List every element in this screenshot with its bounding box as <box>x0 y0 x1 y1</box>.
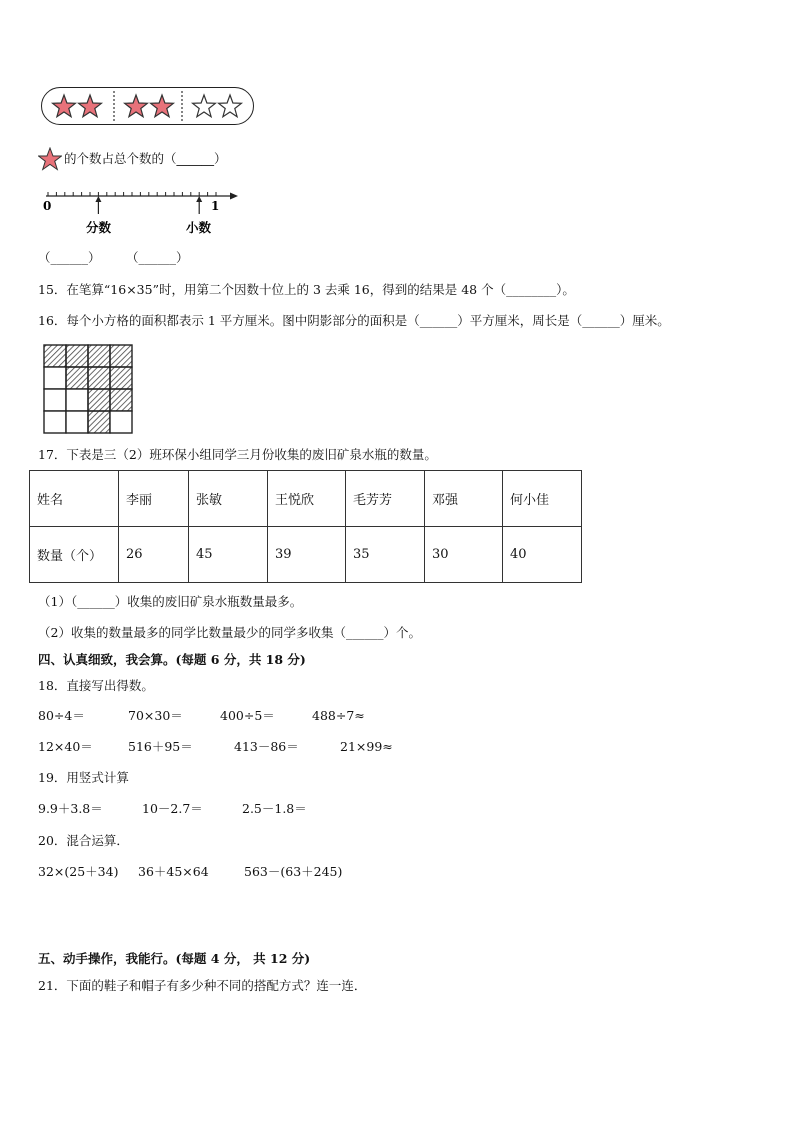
q20-item: 36＋45×64 <box>138 864 209 879</box>
table-cell: 40 <box>503 527 582 583</box>
shaded-grid <box>42 343 134 435</box>
table-cell: 35 <box>346 527 425 583</box>
q20-item: 32×(25＋34) <box>38 864 119 879</box>
q16-text: 16．每个小方格的面积都表示 1 平方厘米。图中阴影部分的面积是（______）平方厘米，周长是（______）厘米。 <box>38 313 670 328</box>
filled-star-icon <box>53 95 76 117</box>
q18-item: 516＋95＝ <box>128 739 193 754</box>
shaded-cell <box>88 345 110 367</box>
table-header-cell: 邓强 <box>425 471 503 527</box>
shaded-cell <box>110 367 132 389</box>
table-header-cell: 毛芳芳 <box>346 471 425 527</box>
q20-item: 563－(63＋245) <box>244 864 343 879</box>
q14-blank-right: （______） <box>126 250 189 265</box>
star-group-box <box>41 87 254 125</box>
pointer-arrow-head <box>196 196 202 202</box>
pointer-arrow-head <box>95 196 101 202</box>
table-header-cell: 姓名 <box>30 471 119 527</box>
shaded-cell <box>88 367 110 389</box>
q18-title: 18．直接写出得数。 <box>38 678 154 693</box>
q19-title: 19．用竖式计算 <box>38 770 129 785</box>
filled-star-icon <box>151 95 174 117</box>
table-row <box>30 527 582 583</box>
blank-cell <box>66 389 88 411</box>
table-header-cell: 张敏 <box>189 471 268 527</box>
star-figure <box>42 88 255 126</box>
table-header-cell: 何小佳 <box>503 471 582 527</box>
number-line <box>38 186 248 246</box>
arrow-label-decimal: 小数 <box>186 220 212 235</box>
q18-item: 413－86＝ <box>234 739 299 754</box>
section-4-heading: 四、认真细致，我会算。(每题 6 分，共 18 分) <box>38 652 306 667</box>
blank-cell <box>110 411 132 433</box>
table-cell: 30 <box>425 527 503 583</box>
number-line-one: 1 <box>211 199 220 213</box>
star-icon <box>38 147 62 171</box>
q18-item: 70×30＝ <box>128 708 183 723</box>
empty-star-icon <box>219 95 242 117</box>
q17-sub2: （2）收集的数量最多的同学比数量最少的同学多收集（______）个。 <box>38 625 421 640</box>
q18-item: 80÷4＝ <box>38 708 85 723</box>
section-5-heading: 五、动手操作，我能行。(每题 4 分， 共 12 分) <box>38 951 311 966</box>
blank-cell <box>44 367 66 389</box>
q19-item: 2.5－1.8＝ <box>242 801 307 816</box>
q20-title: 20．混合运算． <box>38 833 129 848</box>
q15-text: 15．在笔算“16×35”时，用第二个因数十位上的 3 去乘 16，得到的结果是 48 个（________）。 <box>38 282 575 297</box>
q18-item: 488÷7≈ <box>312 708 365 723</box>
number-line-zero: 0 <box>43 199 52 213</box>
bottle-table <box>29 470 582 583</box>
q14-blank-left: （______） <box>38 250 101 265</box>
filled-star-icon <box>125 95 148 117</box>
q17-title: 17．下表是三（2）班环保小组同学三月份收集的废旧矿泉水瓶的数量。 <box>38 447 437 462</box>
table-cell: 45 <box>189 527 268 583</box>
table-header-row <box>30 471 582 527</box>
shaded-cell <box>110 345 132 367</box>
shaded-cell <box>44 345 66 367</box>
filled-star-icon <box>79 95 102 117</box>
q18-item: 400÷5＝ <box>220 708 275 723</box>
q17-sub1: （1）（______）收集的废旧矿泉水瓶数量最多。 <box>38 594 303 609</box>
q21-text: 21．下面的鞋子和帽子有多少种不同的搭配方式？连一连． <box>38 978 367 993</box>
q19-item: 9.9＋3.8＝ <box>38 801 103 816</box>
shaded-cell <box>88 411 110 433</box>
shaded-cell <box>110 389 132 411</box>
blank-cell <box>44 411 66 433</box>
shaded-cell <box>66 345 88 367</box>
table-cell: 26 <box>119 527 189 583</box>
table-row-label: 数量（个） <box>30 527 119 583</box>
table-header-cell: 王悦欣 <box>268 471 346 527</box>
q19-item: 10－2.7＝ <box>142 801 203 816</box>
q14-prompt: 的个数占总个数的（______） <box>64 151 227 166</box>
empty-star-icon <box>193 95 216 117</box>
q18-item: 21×99≈ <box>340 739 393 754</box>
shaded-cell <box>88 389 110 411</box>
q18-item: 12×40＝ <box>38 739 93 754</box>
shaded-cell <box>66 367 88 389</box>
blank-cell <box>66 411 88 433</box>
arrow-label-fraction: 分数 <box>86 220 112 235</box>
table-header-cell: 李丽 <box>119 471 189 527</box>
table-cell: 39 <box>268 527 346 583</box>
blank-cell <box>44 389 66 411</box>
